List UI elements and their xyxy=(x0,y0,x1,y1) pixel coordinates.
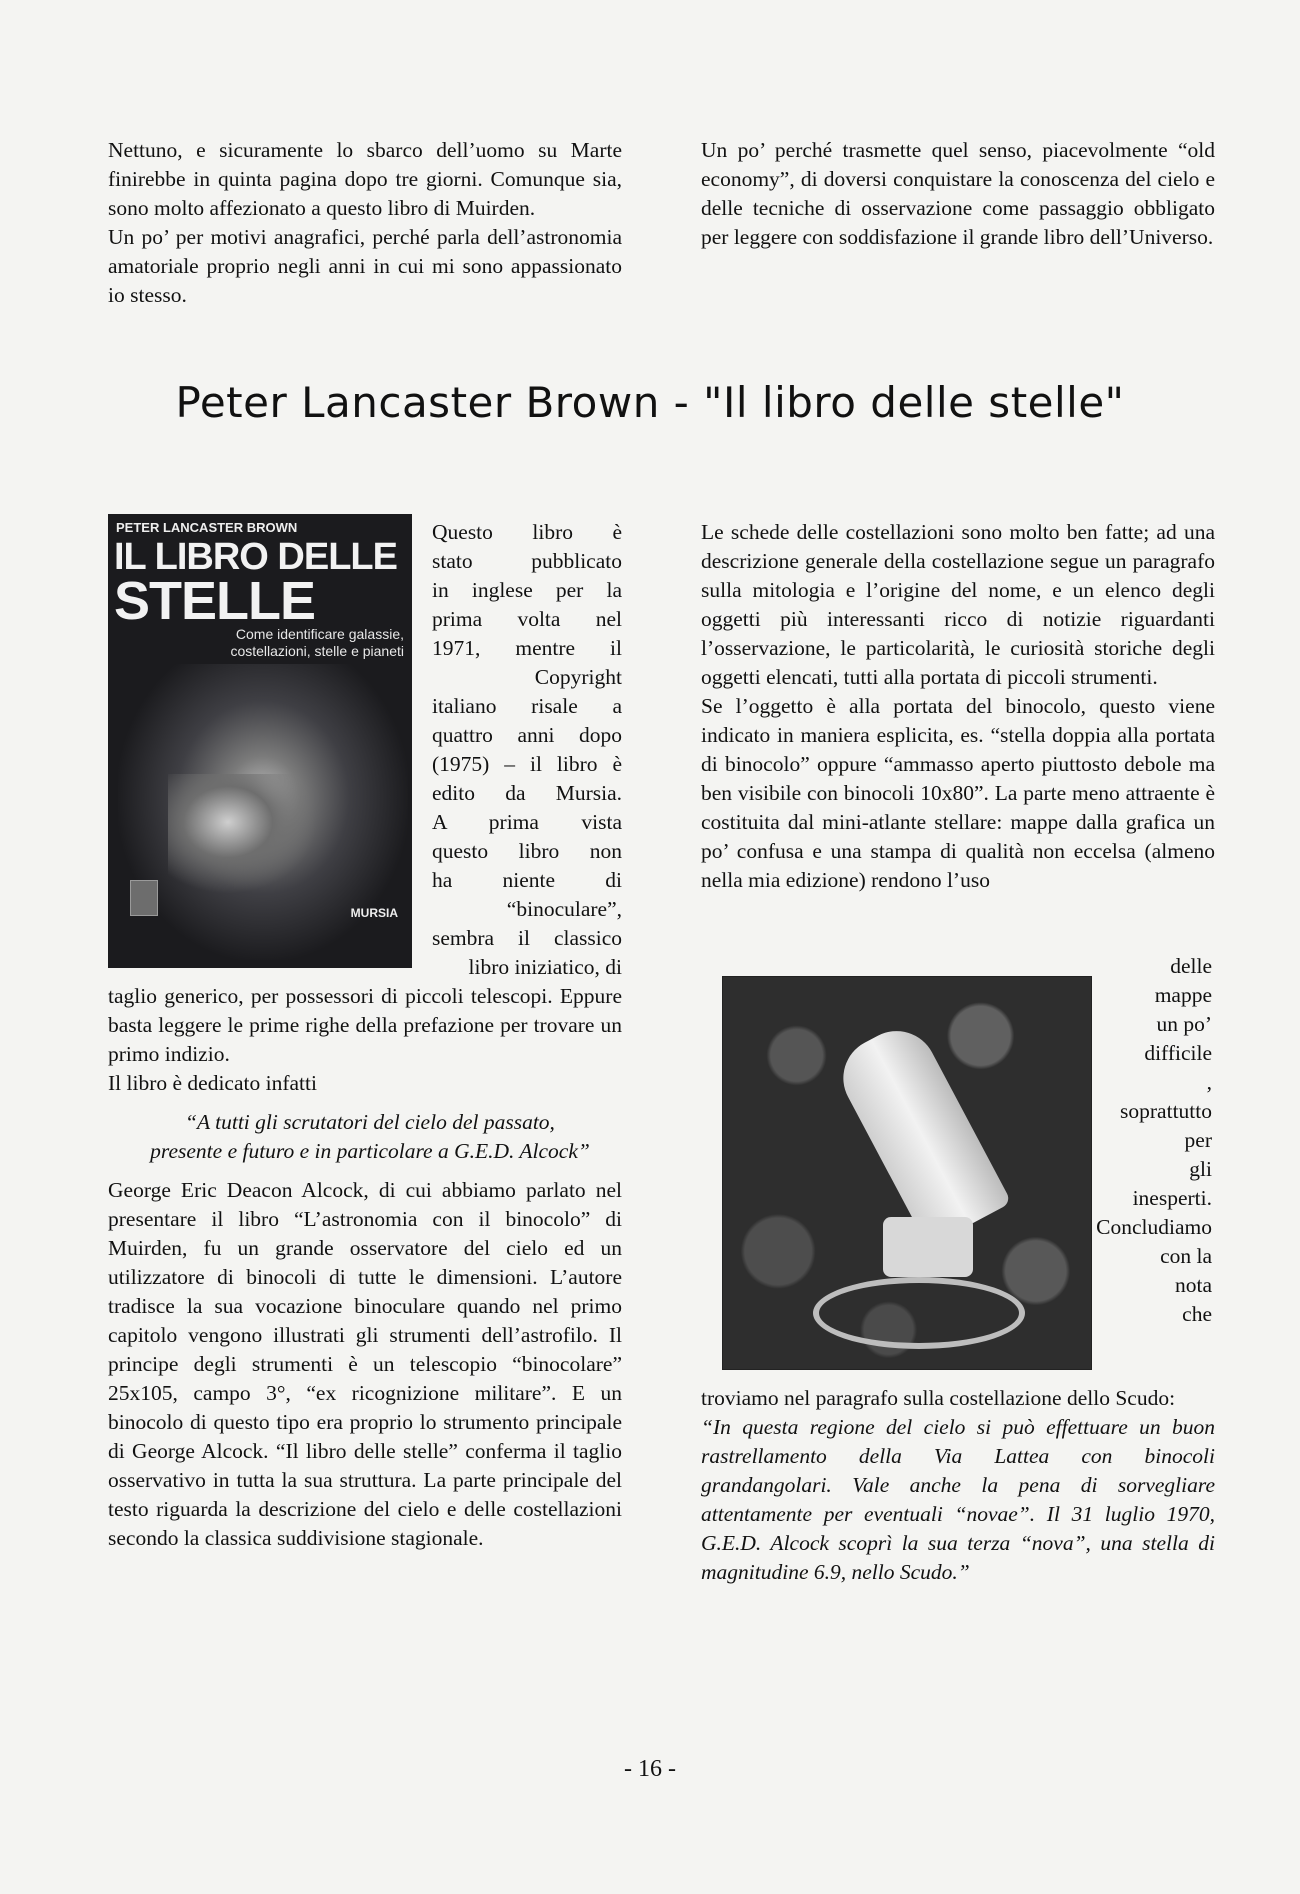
text-line: quattro anni dopo xyxy=(432,723,622,747)
nebula-glow xyxy=(168,774,318,894)
wrap-text-column xyxy=(432,518,622,982)
text-line: Concludiamo xyxy=(1096,1215,1212,1239)
text-line: delle xyxy=(1170,954,1212,978)
text-line: gli xyxy=(1189,1157,1212,1181)
text-line: soprattutto per xyxy=(1120,1099,1212,1152)
text-line: 1971, mentre il xyxy=(432,636,622,660)
paragraph: Un po’ perché trasmette quel senso, piacevolmente “old economy”, di doversi conquistare la conoscenza del cielo e delle tecniche di osservazione come passaggio obbligato per leggere con soddisfazione il grande libro dell’Universo. xyxy=(701,138,1215,249)
cover-author: PETER LANCASTER BROWN xyxy=(116,520,298,535)
text-line: A prima vista xyxy=(432,810,622,834)
paragraph: Se l’oggetto è alla portata del binocolo, questo viene indicato in maniera esplicita, es. “stella doppia alla portata di binocolo” oppure “ammasso aperto piuttosto debole ma ben visibile con binocoli 10x80”. La parte meno attraente è costituita dal mini-atlante stellare: mappe dalla grafica un po’ confusa e una stampa di qualità non eccelsa (almeno nella mia edizione) rendono l’uso xyxy=(701,694,1215,892)
text-line: nota xyxy=(1174,1273,1212,1297)
cover-title-line1: IL LIBRO DELLE xyxy=(114,536,397,578)
right-column-end xyxy=(701,1384,1215,1587)
text-line: mappe xyxy=(1154,983,1212,1007)
text-line: che xyxy=(1182,1302,1212,1326)
photo-side-text xyxy=(1092,952,1212,1329)
paragraph: troviamo nel paragrafo sulla costellazione dello Scudo: xyxy=(701,1386,1176,1410)
text-line: un po’ xyxy=(1156,1012,1212,1036)
top-right-column xyxy=(701,136,1215,252)
text-line: sembra il classico xyxy=(432,926,622,950)
text-line: libro iniziatico, di xyxy=(468,955,622,979)
paragraph: Un po’ per motivi anagrafici, perché parla dell’astronomia amatoriale proprio negli anni in cui mi sono appassionato io stesso. xyxy=(108,225,622,307)
text-line: difficile xyxy=(1144,1041,1212,1065)
telescope-base-ring xyxy=(813,1277,1025,1349)
paragraph: taglio generico, per possessori di piccoli telescopi. Eppure basta leggere le prime righe della prefazione per trovare un primo indizio. xyxy=(108,984,622,1066)
cover-title-line2: STELLE xyxy=(114,571,316,631)
text-line: con la xyxy=(1160,1244,1212,1268)
text-line: (1975) – il libro è xyxy=(432,752,622,776)
cover-publisher: MURSIA xyxy=(350,906,398,920)
lower-left-column xyxy=(108,982,622,1553)
telescope-photo xyxy=(722,976,1092,1370)
top-left-column xyxy=(108,136,622,310)
book-cover-image xyxy=(108,514,412,968)
paragraph: George Eric Deacon Alcock, di cui abbiamo parlato nel presentare il libro “L’astronomia con il binocolo” di Muirden, fu un grande osservatore del cielo ed un utilizzatore di binocoli di tutte le dimensioni. L’autore tradisce la sua vocazione binoculare quando nel primo capitolo vengono illustrati gli strumenti dell’astrofilo. Il principe degli strumenti è un telescopio “binocolare” 25x105, campo 3°, “ex ricognizione militare”. E un binocolo di questo tipo era proprio lo strumento principale di George Alcock. “Il libro delle stelle” conferma il taglio osservativo in tutta la sua struttura. La parte principale del testo riguarda la descrizione del cielo e delle costellazioni secondo la classica suddivisione stagionale. xyxy=(108,1178,622,1550)
paragraph: Nettuno, e sicuramente lo sbarco dell’uomo su Marte finirebbe in quinta pagina dopo tre giorni. Comunque sia, sono molto affezionato a questo libro di Muirden. xyxy=(108,138,622,220)
publisher-emblem-icon xyxy=(130,880,158,916)
article-title: Peter Lancaster Brown - "Il libro delle stelle" xyxy=(175,378,1125,427)
dedication-quote: “A tutti gli scrutatori del cielo del passato, presente e futuro e in particolare a G.E.D. Alcock” xyxy=(150,1110,590,1163)
text-line: in inglese per la xyxy=(432,578,622,602)
telescope-mount xyxy=(883,1217,973,1277)
text-line: italiano risale a xyxy=(432,694,622,718)
text-line: prima volta nel xyxy=(432,607,622,631)
text-line: inesperti. xyxy=(1132,1186,1212,1210)
page-number: - 16 - xyxy=(624,1756,676,1782)
cover-subtitle-line: Come identificare galassie, xyxy=(235,626,404,642)
text-line: , xyxy=(1206,1070,1212,1094)
scudo-quote: “In questa regione del cielo si può effettuare un buon rastrellamento della Via Lattea con binocoli grandangolari. Vale anche la pena di sorvegliare attentamente per eventuali “novae”. Il 31 luglio 1970, G.E.D. Alcock scoprì la sua terza “nova”, una stella di magnitudine 6.9, nello Scudo.” xyxy=(701,1415,1215,1584)
right-column-body xyxy=(701,518,1215,895)
text-line: “binoculare”, xyxy=(506,897,622,921)
paragraph: Il libro è dedicato infatti xyxy=(108,1071,317,1095)
text-line: ha niente di xyxy=(432,868,622,892)
paragraph: Le schede delle costellazioni sono molto ben fatte; ad una descrizione generale della costellazione segue un paragrafo sulla mitologia e l’origine del nome, e un elenco degli oggetti più interessanti ricco di notizie riguardanti l’osservazione, le particolarità, le curiosità storiche degli oggetti elencati, tutti alla portata di piccoli strumenti. xyxy=(701,520,1215,689)
text-line: Copyright xyxy=(534,665,622,689)
text-line: stato pubblicato xyxy=(432,549,622,573)
cover-subtitle-line: costellazioni, stelle e pianeti xyxy=(230,643,404,659)
text-line: questo libro non xyxy=(432,839,622,863)
text-line: edito da Mursia. xyxy=(432,781,622,805)
cover-subtitle xyxy=(108,626,404,660)
text-line: Questo libro è xyxy=(432,520,622,544)
